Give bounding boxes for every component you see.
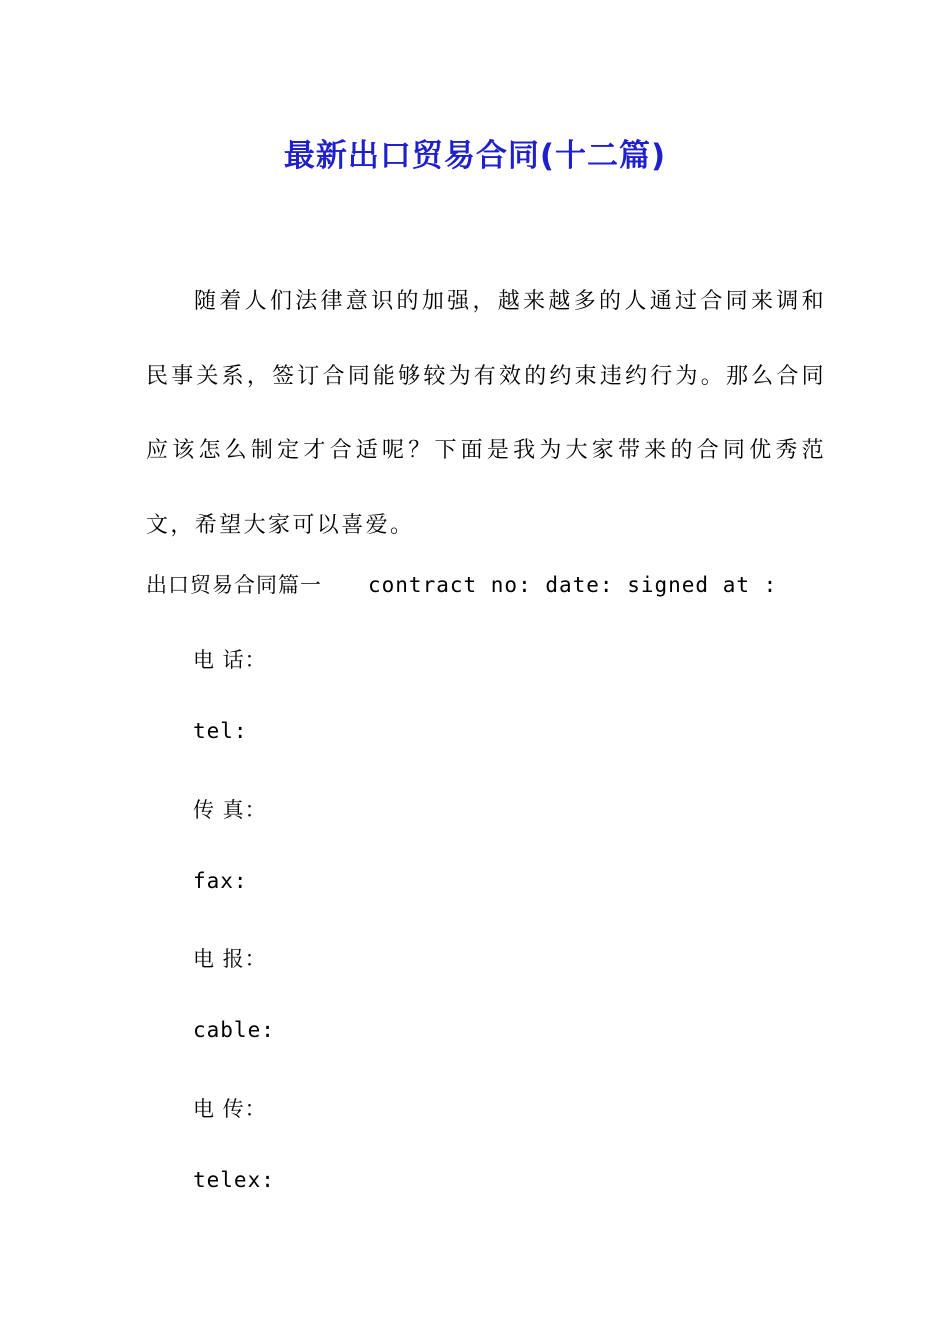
telex-cn-field-label: 电 传： <box>193 1097 267 1121</box>
section-heading-line <box>146 569 777 599</box>
fax-field-label: fax: <box>193 869 248 893</box>
intro-paragraph: 随着人们法律意识的加强，越来越多的人通过合同来调和民事关系，签订合同能够较为有效的约束违约行为。那么合同应该怎么制定才合适呢？下面是我为大家带来的合同优秀范文，希望大家可以喜爱。 <box>146 289 826 538</box>
fax-cn-field-label: 传 真： <box>193 798 267 822</box>
section-heading: 出口贸易合同篇一 <box>146 573 322 597</box>
cable-field-label: cable: <box>193 1018 275 1042</box>
phone-field-label: 电 话： <box>193 648 267 672</box>
tel-field-label: tel: <box>193 719 248 743</box>
telex-field-label: telex: <box>193 1168 275 1192</box>
document-title: 最新出口贸易合同(十二篇) <box>283 138 667 174</box>
cable-cn-field-label: 电 报： <box>193 947 267 971</box>
contract-info-line: contract no: date: signed at : <box>368 573 778 597</box>
